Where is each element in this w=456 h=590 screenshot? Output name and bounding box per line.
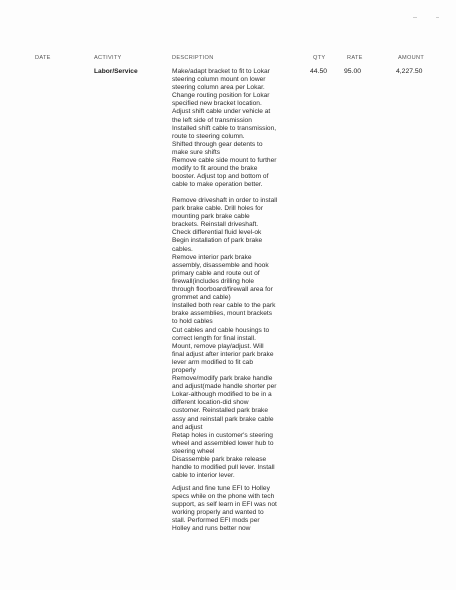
description-line: different location-did show xyxy=(172,399,249,407)
description-line: stall. Performed EFI mods per xyxy=(172,517,260,525)
description-paragraph-efi xyxy=(172,485,310,534)
scan-artifact xyxy=(436,17,439,18)
description-line: Remove/modify park brake handle xyxy=(172,375,273,383)
description-line: correct length for final install. xyxy=(172,334,256,342)
description-line: Mount, remove play/adjust. Will xyxy=(172,342,264,350)
description-line: grommet and cable) xyxy=(172,294,231,302)
description-line: steering column area per Lokar. xyxy=(172,84,265,92)
description-line: wheel and assembled lower hub to xyxy=(172,439,274,447)
description-line: final adjust after interior park brake xyxy=(172,350,274,358)
description-line: Lokar-although modified to be in a xyxy=(172,391,272,399)
activity-column-header: ACTIVITY xyxy=(94,55,122,61)
date-column-header: DATE xyxy=(35,55,51,61)
rate-column-header: RATE xyxy=(347,55,363,61)
description-line: booster. Adjust top and bottom of xyxy=(172,173,269,181)
description-line: and adjust xyxy=(172,423,203,431)
line-item-amount: 4,227.50 xyxy=(396,68,423,75)
scan-artifact xyxy=(413,17,417,18)
description-line: Cut cables and cable housings to xyxy=(172,326,270,334)
description-line: Make/adapt bracket to fit to Lokar xyxy=(172,68,270,75)
description-line: Installed both rear cable to the park xyxy=(172,302,276,310)
description-line: lever arm modified to fit cab xyxy=(172,358,253,366)
description-line: handle to modified pull lever. Install xyxy=(172,464,275,472)
description-paragraph-shift-cable xyxy=(172,68,310,189)
description-line: specified new bracket location. xyxy=(172,100,262,108)
description-line: make sure shifts xyxy=(172,148,221,156)
description-line: primary cable and route out of xyxy=(172,269,260,277)
description-line: steering column mount on lower xyxy=(172,76,266,84)
description-line: Remove interior park brake xyxy=(172,253,252,261)
description-line: Change routing position for Lokar xyxy=(172,92,270,100)
description-line: Begin installation of park brake xyxy=(172,237,263,245)
description-column-header: DESCRIPTION xyxy=(172,55,214,61)
description-line: Remove driveshaft in order to install xyxy=(172,197,278,204)
description-line: to hold cables xyxy=(172,318,213,326)
description-paragraph-park-brake xyxy=(172,197,310,480)
description-line: working properly and wanted to xyxy=(172,509,264,517)
description-line: brake assemblies, mount brackets xyxy=(172,310,273,318)
description-line: Adjust and fine tune EFI to Holley xyxy=(172,485,270,492)
description-line: Retap holes in customer's steering xyxy=(172,431,273,439)
description-line: Adjust shift cable under vehicle at xyxy=(172,108,271,116)
description-line: support, as self learn in EFI was not xyxy=(172,501,277,509)
description-line: cable to make operation better. xyxy=(172,181,263,189)
description-line: specs while on the phone with tech xyxy=(172,493,275,501)
description-line: properly xyxy=(172,366,196,374)
description-line: cable to interior lever. xyxy=(172,472,235,480)
description-line: route to steering column. xyxy=(172,132,245,140)
description-line: customer. Reinstalled park brake xyxy=(172,407,269,415)
description-line: firewall(includes drilling hole xyxy=(172,277,255,285)
line-item-activity: Labor/Service xyxy=(94,68,138,75)
amount-column-header: AMOUNT xyxy=(398,55,425,61)
description-line: park brake cable. Drill holes for xyxy=(172,205,263,213)
description-line: assembly, disassemble and hook xyxy=(172,261,269,269)
description-line: assy and reinstall park brake cable xyxy=(172,415,274,423)
description-line: through floorboard/firewall area for xyxy=(172,286,273,294)
line-item-qty: 44.50 xyxy=(310,68,328,75)
line-item-rate: 95.00 xyxy=(344,68,362,75)
description-line: steering wheel xyxy=(172,447,215,455)
description-line: Disassemble park brake release xyxy=(172,456,267,463)
description-line: Shifted through gear detents to xyxy=(172,140,263,148)
description-line: the left side of transmission xyxy=(172,116,252,124)
description-line: brackets. Reinstall driveshaft. xyxy=(172,221,259,229)
qty-column-header: QTY xyxy=(313,55,326,61)
description-line: cables. xyxy=(172,245,193,253)
description-line: and adjust(made handle shorter per xyxy=(172,383,277,391)
description-line: Installed shift cable to transmission, xyxy=(172,124,277,132)
description-line: Check differential fluid level-ok xyxy=(172,229,262,237)
description-line: Holley and runs better now xyxy=(172,525,251,533)
description-line: modify to fit around the brake xyxy=(172,165,258,173)
description-line: mounting park brake cable xyxy=(172,213,250,221)
description-line: Remove cable side mount to further xyxy=(172,157,277,165)
